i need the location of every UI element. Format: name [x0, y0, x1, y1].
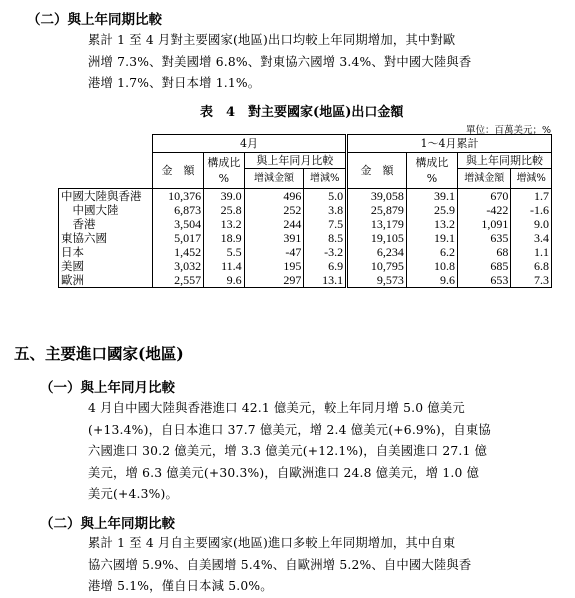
header-share: 構成比 %: [204, 153, 245, 189]
table-cell: 244: [244, 217, 304, 231]
row-label: 中國大陸: [59, 203, 153, 217]
table-unit: 單位：百萬美元；%: [465, 125, 551, 136]
paragraph-line: 累計 1 至 4 月自主要國家(地區)進口多較上年同期增加，其中自東: [88, 536, 456, 550]
paragraph-line: 美元(+4.3%)。: [88, 487, 179, 501]
table-cell: 3,504: [152, 217, 203, 231]
header-april: 4月: [152, 135, 346, 153]
table-cell: 9.6: [204, 273, 245, 288]
table-cell: 7.5: [304, 217, 347, 231]
table-cell: 6,234: [347, 245, 407, 259]
paragraph-line: 4 月自中國大陸與香港進口 42.1 億美元，較上年同月增 5.0 億美元: [88, 401, 465, 415]
table-cell: 3.8: [304, 203, 347, 217]
paragraph-line: 港增 5.1%，僅自日本減 5.0%。: [88, 579, 273, 593]
table-cell: 297: [244, 273, 304, 288]
paragraph-line: 六國進口 30.2 億美元，增 3.3 億美元(+12.1%)，自美國進口 27.1 億: [88, 444, 488, 458]
export-yoy-paragraph: [88, 30, 471, 95]
table-cell: 39,058: [347, 189, 407, 204]
table-cell: 6.9: [304, 259, 347, 273]
row-label: 美國: [59, 259, 153, 273]
paragraph-line: (+13.4%)，自日本進口 37.7 億美元，增 2.4 億美元(+6.9%)，自東協: [88, 422, 491, 437]
section-heading-import-mom: （一）與上年同月比較: [40, 380, 175, 396]
table-row: [59, 245, 552, 259]
table-cell: 6,873: [152, 203, 203, 217]
table-cell: -422: [458, 203, 511, 217]
table-cell: 3.4: [511, 231, 552, 245]
table-cell: 6.2: [406, 245, 457, 259]
table-row: [59, 231, 552, 245]
table-cell: 1,091: [458, 217, 511, 231]
table-cell: 13,179: [347, 217, 407, 231]
section-heading-export-yoy: （二）與上年同期比較: [27, 12, 162, 28]
paragraph-line: 美元，增 6.3 億美元(+30.3%)，自歐洲進口 24.8 億美元，增 1.0 億: [88, 465, 480, 480]
table-cell: 11.4: [204, 259, 245, 273]
table-cell: 670: [458, 189, 511, 204]
table-cell: 5.0: [304, 189, 347, 204]
table-caption: 表 4 對主要國家(地區)出口金額: [200, 105, 404, 120]
paragraph-line: 協六國增 5.9%、自美國增 5.4%、自歐洲增 5.2%、自中國大陸與香: [88, 557, 472, 572]
table-cell: 39.0: [204, 189, 245, 204]
table-row: [59, 273, 552, 288]
table-cell: 1.1: [511, 245, 552, 259]
table-row: [59, 189, 552, 204]
import-yoy-paragraph: [88, 533, 471, 598]
paragraph-line: 累計 1 至 4 月對主要國家(地區)出口均較上年同期增加，其中對歐: [88, 33, 456, 47]
table-cell: 68: [458, 245, 511, 259]
import-mom-paragraph: [88, 398, 491, 506]
table-cell: 19.1: [406, 231, 457, 245]
table-row: [59, 259, 552, 273]
table-cell: 10.8: [406, 259, 457, 273]
header-blank: [59, 135, 153, 189]
table-cell: 252: [244, 203, 304, 217]
row-label: 歐洲: [59, 273, 153, 288]
table-row: [59, 217, 552, 231]
row-label: 日本: [59, 245, 153, 259]
table-cell: 10,376: [152, 189, 203, 204]
table-cell: 13.1: [304, 273, 347, 288]
table-cell: 653: [458, 273, 511, 288]
header-diff-cum: 增減金額: [458, 169, 511, 189]
table-cell: 9.0: [511, 217, 552, 231]
table-cell: 25.9: [406, 203, 457, 217]
table-cell: 195: [244, 259, 304, 273]
header-rate: 增減%: [304, 169, 347, 189]
table-cell: -3.2: [304, 245, 347, 259]
table-cell: 18.9: [204, 231, 245, 245]
table-cell: 6.8: [511, 259, 552, 273]
paragraph-line: 港增 1.7%、對日本增 1.1%。: [88, 76, 261, 90]
table-cell: 685: [458, 259, 511, 273]
header-compare-period: 與上年同期比較: [458, 153, 552, 169]
row-label: 香港: [59, 217, 153, 231]
table-cell: 10,795: [347, 259, 407, 273]
table-cell: 9.6: [406, 273, 457, 288]
header-cumulative: 1～4月累計: [347, 135, 552, 153]
table-row: [59, 203, 552, 217]
table-cell: 13.2: [406, 217, 457, 231]
table-cell: 5,017: [152, 231, 203, 245]
table-cell: 19,105: [347, 231, 407, 245]
export-table: [58, 134, 552, 288]
header-diff: 增減金額: [244, 169, 304, 189]
table-cell: 2,557: [152, 273, 203, 288]
table-cell: -1.6: [511, 203, 552, 217]
table-cell: 1.7: [511, 189, 552, 204]
table-cell: 1,452: [152, 245, 203, 259]
table-cell: 8.5: [304, 231, 347, 245]
table-cell: 9,573: [347, 273, 407, 288]
table-cell: 5.5: [204, 245, 245, 259]
table-cell: 496: [244, 189, 304, 204]
table-cell: 25.8: [204, 203, 245, 217]
header-compare-month: 與上年同月比較: [244, 153, 346, 169]
row-label: 中國大陸與香港: [59, 189, 153, 204]
header-amount: 金 額: [152, 153, 203, 189]
table-cell: 391: [244, 231, 304, 245]
header-share-cum: 構成比 %: [406, 153, 457, 189]
table-cell: 7.3: [511, 273, 552, 288]
table-cell: 25,879: [347, 203, 407, 217]
table-cell: 3,032: [152, 259, 203, 273]
section-heading-import-yoy: （二）與上年同期比較: [40, 516, 175, 532]
section-heading-imports: 五、主要進口國家(地區): [14, 344, 184, 363]
header-amount-cum: 金 額: [347, 153, 407, 189]
table-cell: 39.1: [406, 189, 457, 204]
row-label: 東協六國: [59, 231, 153, 245]
table-cell: 635: [458, 231, 511, 245]
table-cell: -47: [244, 245, 304, 259]
table-cell: 13.2: [204, 217, 245, 231]
header-rate-cum: 增減%: [511, 169, 552, 189]
paragraph-line: 洲增 7.3%、對美國增 6.8%、對東協六國增 3.4%、對中國大陸與香: [88, 54, 472, 69]
